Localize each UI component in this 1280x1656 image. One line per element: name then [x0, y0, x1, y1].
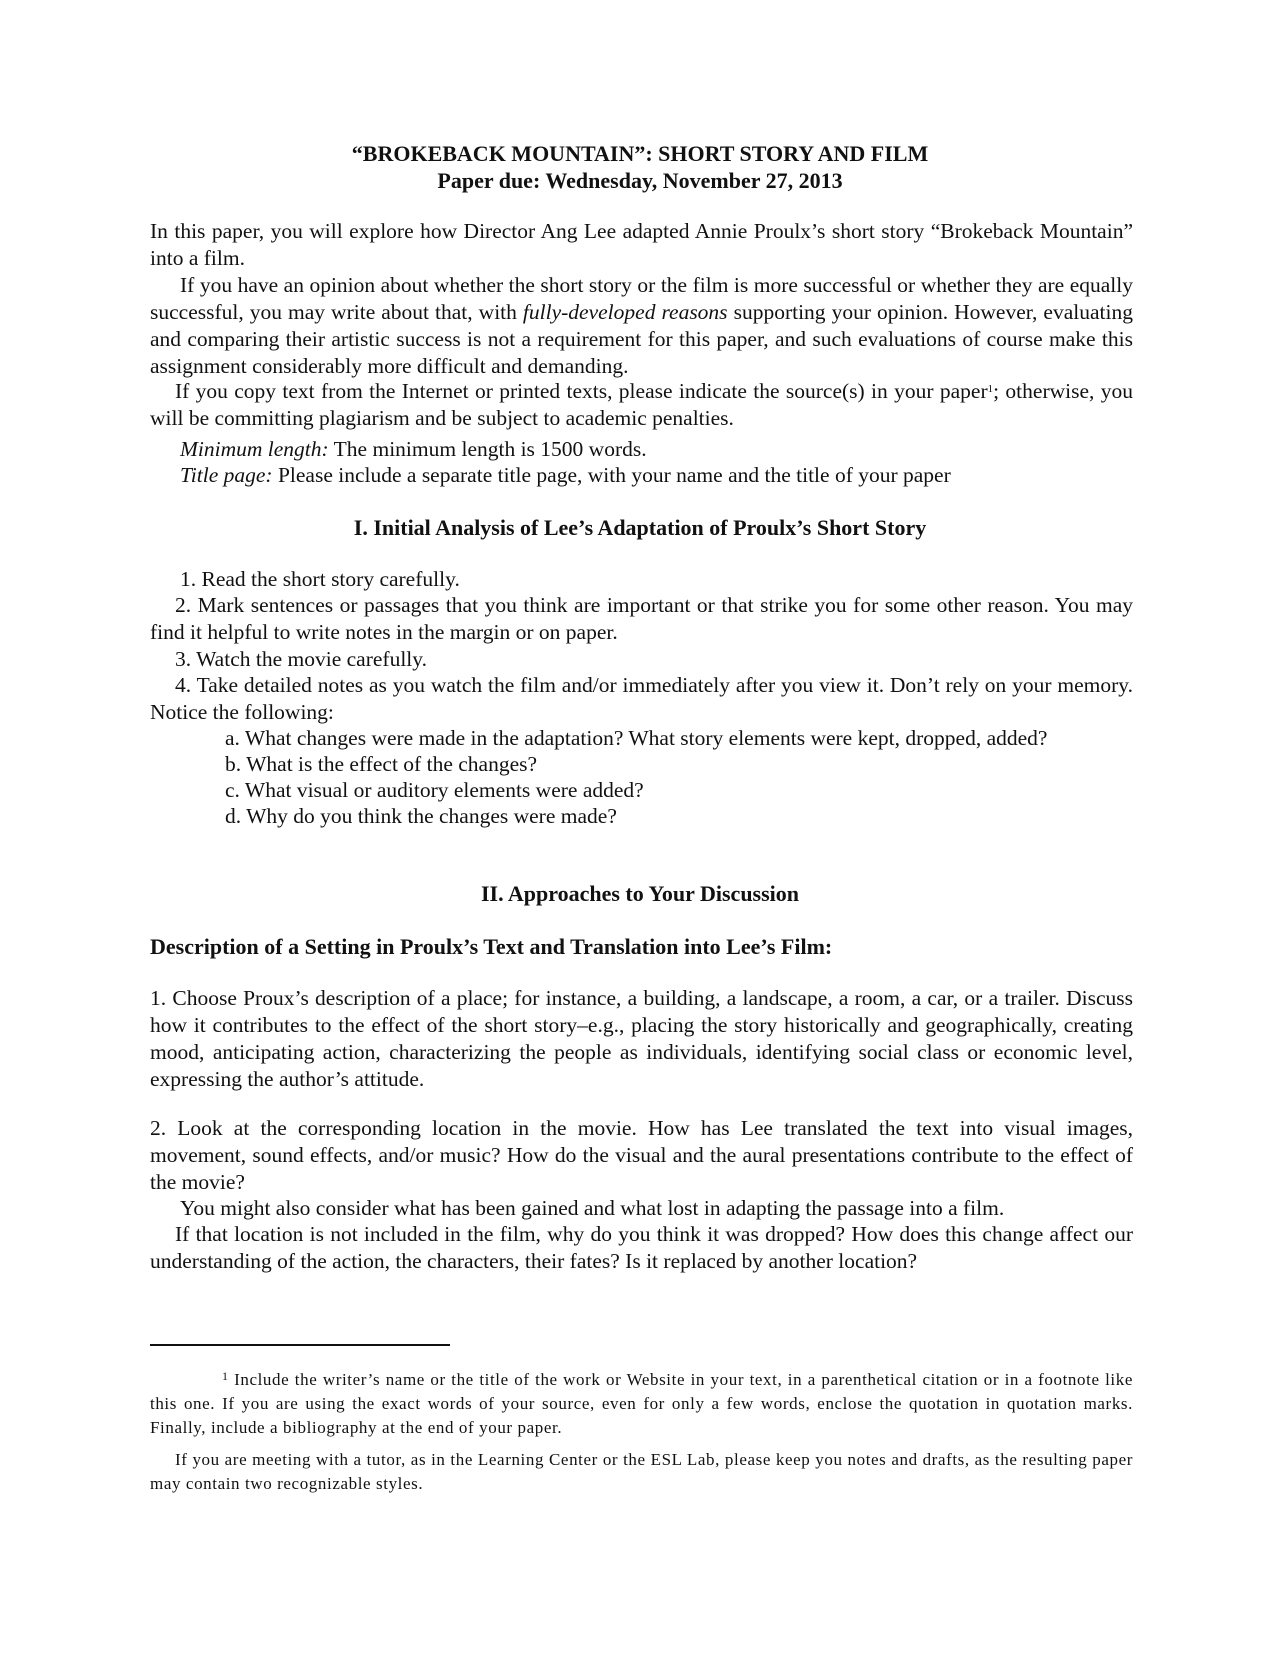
- footnote-divider: [150, 1344, 450, 1346]
- section-2-subheading: Description of a Setting in Proulx’s Text and Translation into Lee’s Film:: [150, 934, 833, 959]
- approach-paragraph-2: 2. Look at the corresponding location in the movie. How has Lee translated the text into visual images, movement, sound effects, and/or music? How do the visual and the aural presentations contribute to the effect of the movie?: [150, 1116, 1133, 1194]
- sub-list-item: d. Why do you think the changes were made?: [225, 804, 617, 828]
- document-title: “BROKEBACK MOUNTAIN”: SHORT STORY AND FILM: [351, 141, 929, 166]
- sub-list-item: c. What visual or auditory elements were added?: [225, 778, 644, 802]
- intro-paragraph-3: If you copy text from the Internet or printed texts, please indicate the source(s) in your paper$^1$; otherwise, you will be committing plagiarism and be subject to academic penalties.: [150, 379, 1133, 430]
- section-2-heading: II. Approaches to Your Discussion: [480, 881, 800, 906]
- approach-paragraph-1: 1. Choose Proux’s description of a place; for instance, a building, a landscape, a room, a car, or a trailer. Discuss how it contributes to the effect of the short story–e.g., placing the story historically and geographically, creating mood, anticipating action, characterizing the people as individuals, identifying social class or economic level, expressing the author’s attitude.: [150, 986, 1133, 1091]
- list-item: 3. Watch the movie carefully.: [175, 647, 427, 671]
- footnote-text: $^1$ Include the writer’s name or the title of the work or Website in your text, in a parenthetical citation or in a footnote like this one. If you are using the exact words of your source, even for only a few words, enclose the quotation in quotation marks. Finally, include a bibliography at the end of your paper.: [150, 1369, 1133, 1437]
- approach-paragraph-4: If that location is not included in the film, why do you think it was dropped? How does this change affect our understanding of the action, the characters, their fates? Is it replaced by another location?: [150, 1222, 1133, 1273]
- minimum-length: Minimum length: The minimum length is 1500 words.: [180, 437, 647, 461]
- footnote-reference: 1: [987, 383, 994, 395]
- list-item: 1. Read the short story carefully.: [180, 567, 460, 591]
- footnote-marker: 1: [222, 1369, 229, 1383]
- sub-list-item: a. What changes were made in the adaptation? What story elements were kept, dropped, added?: [225, 726, 1048, 750]
- section-1-heading: I. Initial Analysis of Lee’s Adaptation of Proulx’s Short Story: [353, 515, 927, 540]
- approach-paragraph-3: You might also consider what has been gained and what lost in adapting the passage into a film.: [180, 1196, 1005, 1220]
- due-date: Paper due: Wednesday, November 27, 2013: [437, 168, 843, 193]
- emphasis-text: fully-developed reasons: [522, 300, 728, 324]
- intro-paragraph-1: In this paper, you will explore how Director Ang Lee adapted Annie Proulx’s short story “Brokeback Mountain” into a film.: [150, 219, 1133, 270]
- title-page-note: Title page: Please include a separate title page, with your name and the title of your paper: [180, 463, 951, 487]
- intro-paragraph-2: If you have an opinion about whether the short story or the film is more successful or whether they are equally successful, you may write about that, with fully-developed reasons supporting your opinion. However, evaluating and comparing their artistic success is not a requirement for this paper, and such evaluations of course make this assignment considerably more difficult and demanding.: [150, 273, 1133, 378]
- sub-list-item: b. What is the effect of the changes?: [225, 752, 538, 776]
- list-item: 2. Mark sentences or passages that you think are important or that strike you for some other reason. You may find it helpful to write notes in the margin or on paper.: [150, 593, 1133, 644]
- footnote-text: If you are meeting with a tutor, as in the Learning Center or the ESL Lab, please keep you notes and drafts, as the resulting paper may contain two recognizable styles.: [150, 1450, 1133, 1493]
- list-item: 4. Take detailed notes as you watch the film and/or immediately after you view it. Don’t rely on your memory. Notice the following:: [150, 673, 1133, 724]
